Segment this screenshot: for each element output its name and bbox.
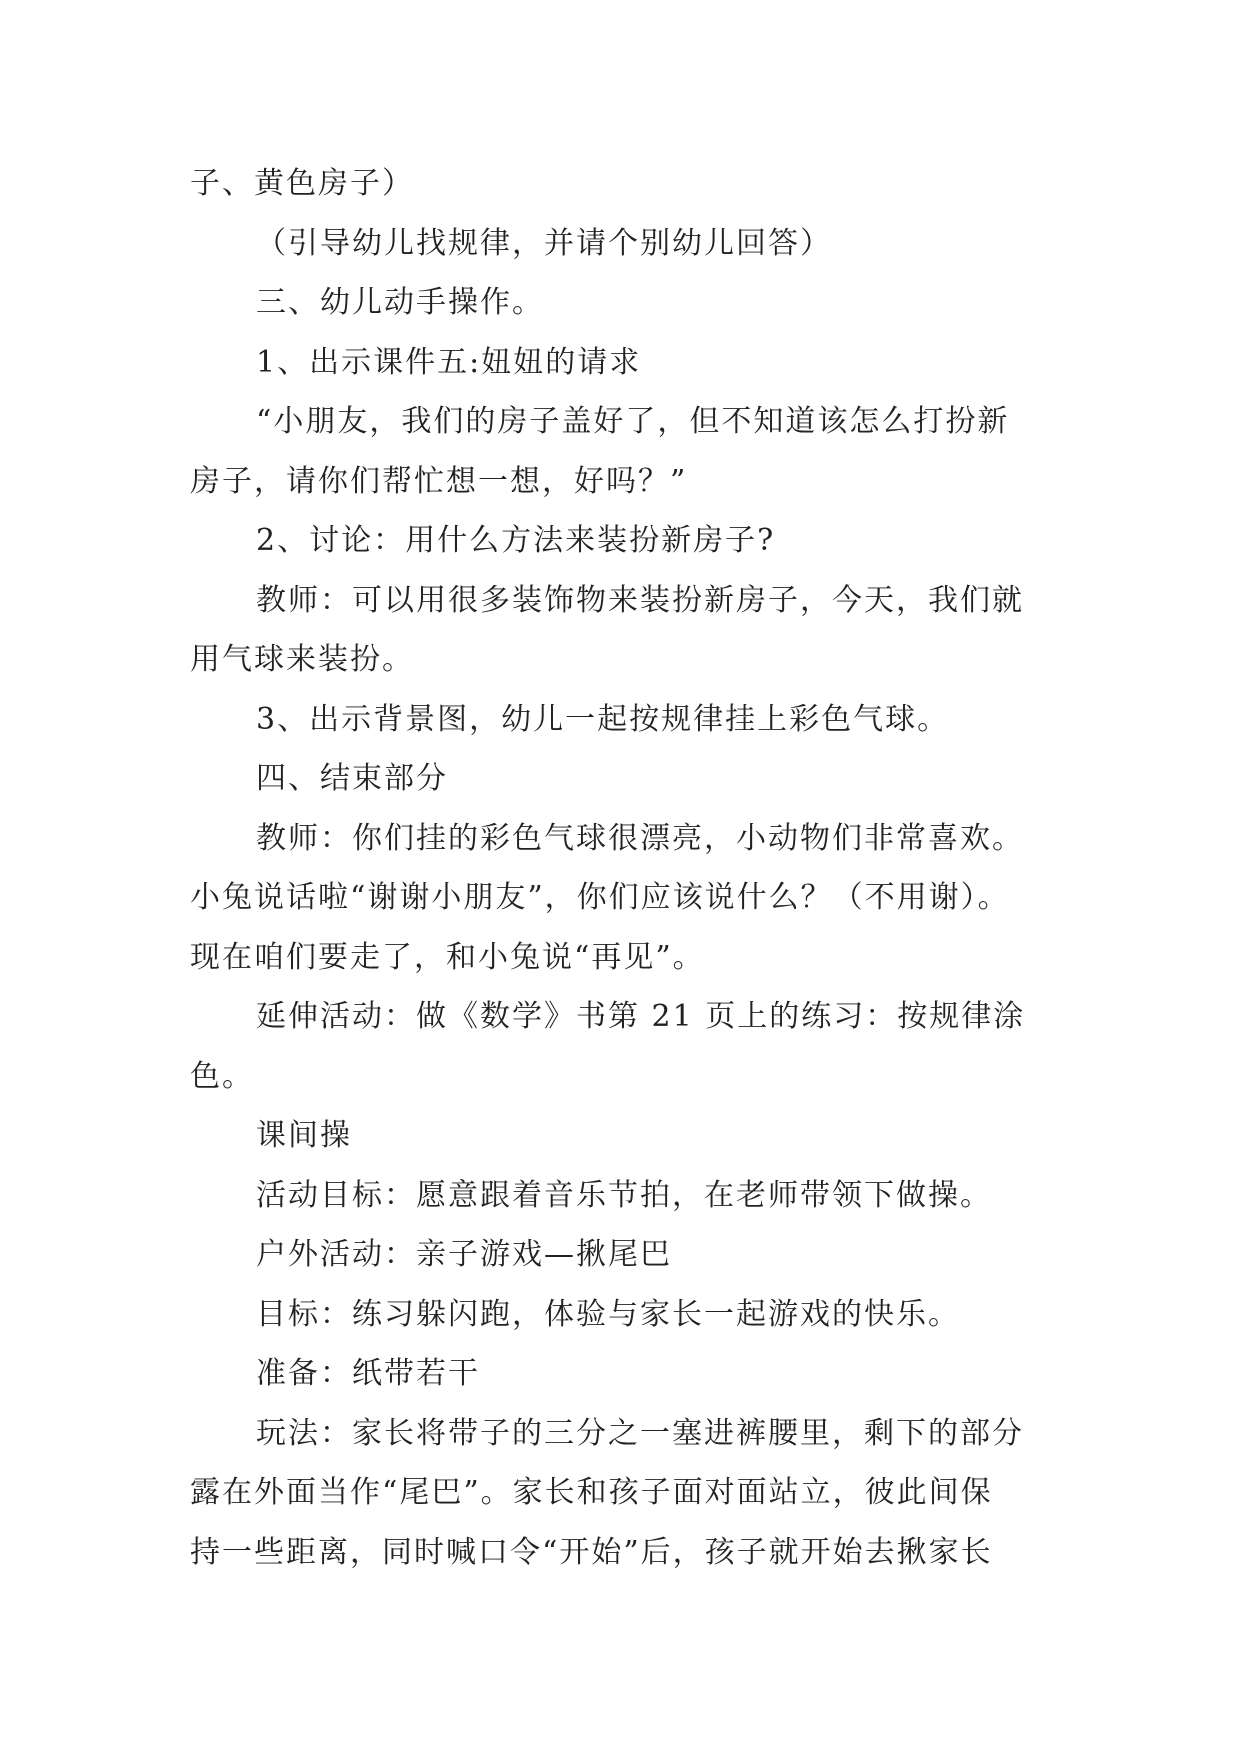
text-line: 3、出示背景图，幼儿一起按规律挂上彩色气球。 [256, 701, 950, 737]
text-line: 活动目标：愿意跟着音乐节拍，在老师带领下做操。 [256, 1177, 992, 1213]
text-line: （引导幼儿找规律，并请个别幼儿回答） [256, 225, 832, 261]
text-line: 教师：你们挂的彩色气球很漂亮，小动物们非常喜欢。 [256, 820, 1024, 856]
text-line: 现在咱们要走了，和小兔说“再见”。 [190, 939, 705, 975]
text-line: 2、讨论：用什么方法来装扮新房子? [256, 523, 776, 558]
text-line: 延伸活动：做《数学》书第 21 页上的练习：按规律涂 [256, 999, 1026, 1034]
text-line: 玩法：家长将带子的三分之一塞进裤腰里，剩下的部分 [256, 1415, 1024, 1451]
text-line: 准备：纸带若干 [256, 1356, 480, 1391]
text-line: 1、出示课件五:妞妞的请求 [256, 344, 642, 380]
section-heading: 课间操 [256, 1118, 352, 1153]
text-line: 色。 [190, 1058, 254, 1094]
text-line: 用气球来装扮。 [190, 642, 414, 677]
text-line: 露在外面当作“尾巴”。家长和孩子面对面站立，彼此间保 [190, 1475, 993, 1510]
text-line: 教师：可以用很多装饰物来装扮新房子，今天，我们就 [256, 582, 1024, 618]
document-body [190, 154, 1060, 1582]
text-line: 户外活动：亲子游戏—揪尾巴 [256, 1237, 672, 1272]
text-line: 小兔说话啦“谢谢小朋友”，你们应该说什么？（不用谢）。 [190, 880, 1010, 915]
text-line: “小朋友，我们的房子盖好了，但不知道该怎么打扮新 [256, 404, 1010, 439]
text-line: 目标：练习躲闪跑，体验与家长一起游戏的快乐。 [256, 1296, 960, 1332]
text-line: 持一些距离，同时喊口令“开始”后，孩子就开始去揪家长 [190, 1534, 993, 1570]
section-heading: 三、幼儿动手操作。 [256, 285, 544, 320]
text-line: 房子，请你们帮忙想一想，好吗？” [190, 463, 688, 499]
section-heading: 四、结束部分 [256, 761, 448, 796]
text-line: 子、黄色房子） [190, 166, 414, 201]
